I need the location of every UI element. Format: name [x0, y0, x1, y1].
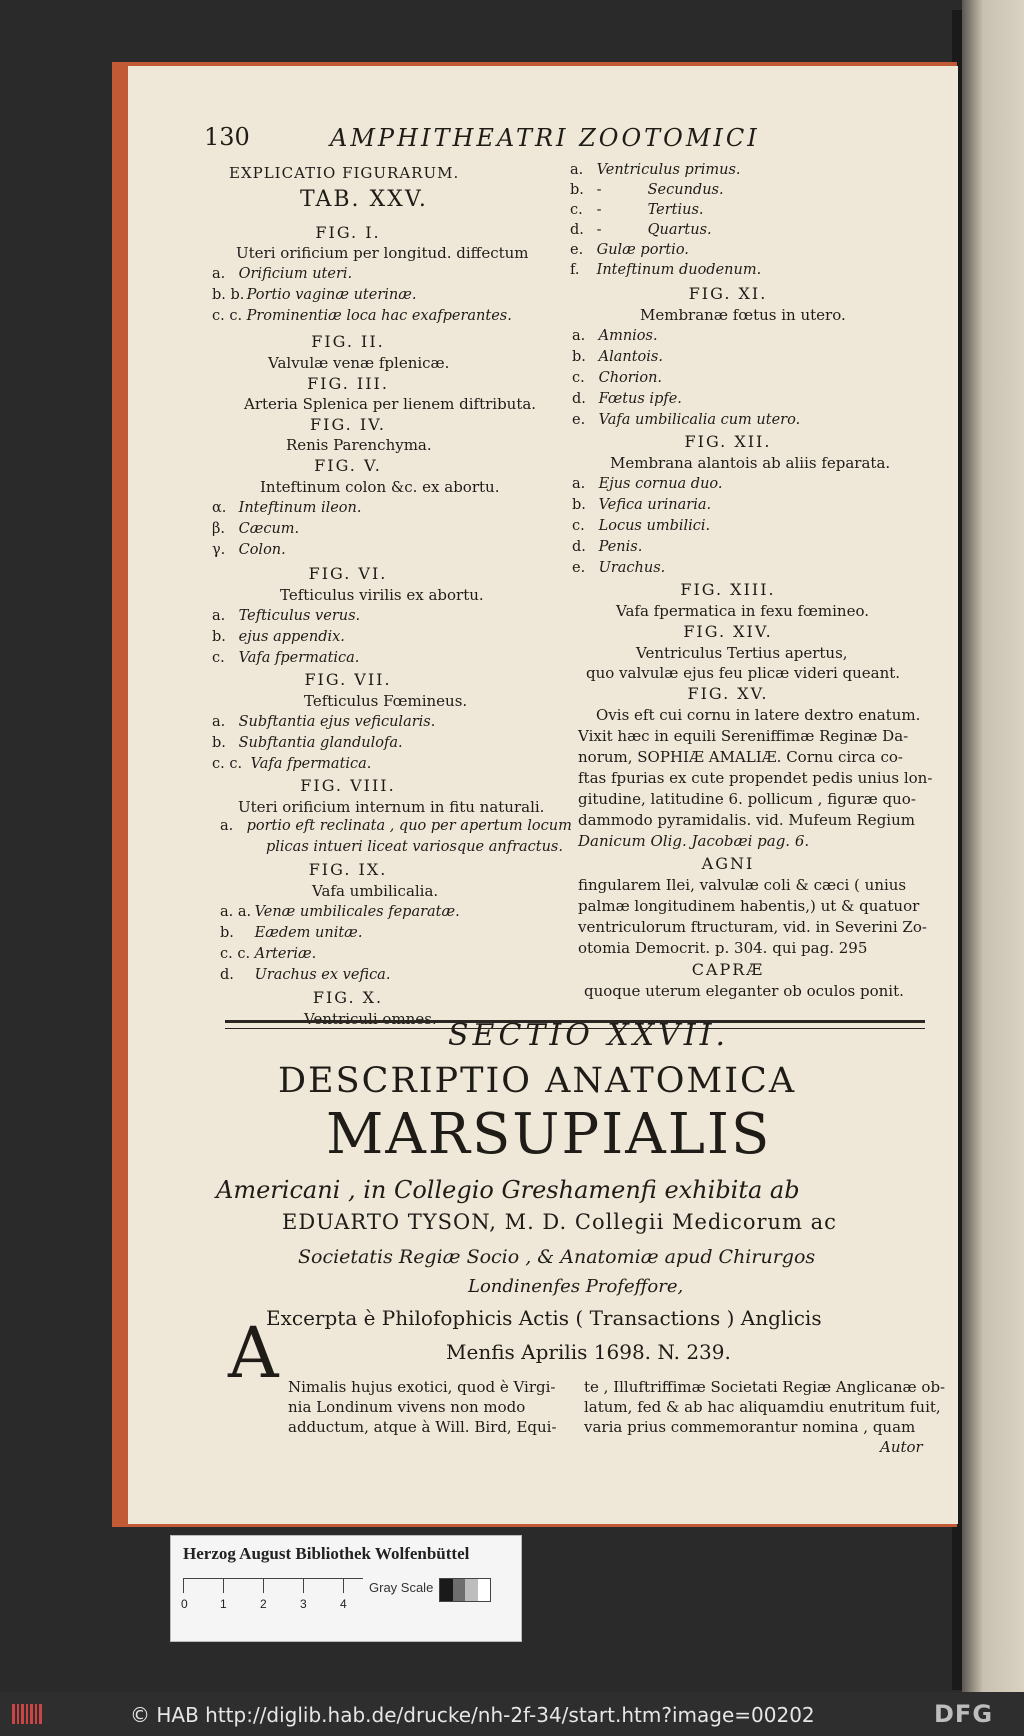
- legend-item: a. Amnios.: [572, 328, 658, 344]
- legend-item: c. Chorion.: [572, 370, 663, 386]
- caprae-heading: CAPRÆ: [691, 960, 765, 979]
- scan-reference-card: [170, 1535, 522, 1642]
- ruler-number: 0: [181, 1597, 188, 1611]
- explicatio-heading: EXPLICATIO FIGURARUM.: [229, 164, 460, 182]
- drop-cap: A: [228, 1312, 279, 1394]
- fig-caption: Vafa umbilicalia.: [312, 882, 439, 900]
- book-page: [128, 66, 958, 1524]
- body-text-line: varia prius commemorantur nomina , quam: [584, 1418, 916, 1436]
- legend-item: a. Orificium uteri.: [212, 266, 353, 282]
- fig15-line: Vixit hæc in equili Sereniffimæ Reginæ Da-: [578, 727, 909, 745]
- section-subtitle: Menfis Aprilis 1698. N. 239.: [446, 1340, 731, 1364]
- scale-ruler: [183, 1578, 363, 1609]
- catchword: Autor: [880, 1438, 923, 1456]
- section-rule: [225, 1020, 925, 1023]
- legend-item: c. c. Prominentiæ loca hac exafperantes.: [212, 308, 512, 324]
- fig-caption: Inteftinum colon &c. ex abortu.: [260, 478, 500, 496]
- legend-item: f. Inteftinum duodenum.: [570, 262, 762, 278]
- fig-caption: Ventriculus Tertius apertus,: [636, 644, 848, 662]
- ruler-number: 1: [220, 1597, 227, 1611]
- fig-title: FIG. XIV.: [683, 622, 773, 641]
- fig-title: FIG. VIII.: [300, 776, 396, 795]
- fig-title: FIG. III.: [307, 374, 389, 393]
- legend-item: c. Locus umbilici.: [572, 518, 711, 534]
- legend-item: c. c. Vafa fpermatica.: [212, 756, 372, 772]
- running-title: AMPHITHEATRI ZOOTOMICI: [330, 124, 760, 152]
- fig-title: FIG. XV.: [687, 684, 769, 703]
- legend-item: e. Gulæ portio.: [570, 242, 689, 258]
- fig-caption: Tefticulus virilis ex abortu.: [280, 586, 484, 604]
- fig-title: FIG. VI.: [308, 564, 388, 583]
- agni-line: otomia Democrit. p. 304. qui pag. 295: [578, 939, 868, 957]
- barcode-icon: [10, 1700, 46, 1728]
- fig-title: FIG. IV.: [310, 415, 386, 434]
- section-subtitle: Excerpta è Philofophicis Actis ( Transactions ) Anglicis: [266, 1306, 822, 1330]
- legend-item: β. Cæcum.: [212, 521, 300, 537]
- legend-item: b. Vefica urinaria.: [572, 497, 712, 513]
- fig-title: FIG. VII.: [304, 670, 392, 689]
- legend-item: c. c. Arteriæ.: [220, 946, 317, 962]
- fig-caption: Valvulæ venæ fplenicæ.: [268, 354, 450, 372]
- footer-bar: [0, 1692, 1024, 1736]
- section-subtitle: Londinenfes Profeffore,: [468, 1276, 684, 1297]
- fig-title: FIG. I.: [315, 223, 381, 242]
- fig-caption: Tefticulus Fœmineus.: [304, 692, 468, 710]
- section-subtitle: EDUARTO TYSON, M. D. Collegii Medicorum ac: [282, 1210, 837, 1234]
- section-title-line1: DESCRIPTIO ANATOMICA: [278, 1061, 797, 1101]
- legend-item: b. Eædem unitæ.: [220, 925, 363, 941]
- legend-item: a. Tefticulus verus.: [212, 608, 361, 624]
- legend-item: e. Vafa umbilicalia cum utero.: [572, 412, 801, 428]
- fig-caption: Membrana alantois ab aliis feparata.: [610, 454, 891, 472]
- fig15-line: dammodo pyramidalis. vid. Mufeum Regium: [578, 811, 915, 829]
- legend-item: d. Urachus ex vefica.: [220, 967, 391, 983]
- section-rule-thin: [225, 1028, 925, 1029]
- body-text-line: te , Illuftriffimæ Societati Regiæ Anglicanæ ob-: [584, 1378, 946, 1396]
- caprae-line: quoque uterum eleganter ob oculos ponit.: [584, 982, 904, 1000]
- fig-caption: Ventriculi omnes.: [304, 1010, 437, 1028]
- fig15-line: norum, SOPHIÆ AMALIÆ. Cornu circa co-: [578, 748, 903, 766]
- legend-item: b. Alantois.: [572, 349, 663, 365]
- gray-scale-label: Gray Scale: [369, 1580, 434, 1595]
- dfg-logo: DFG: [934, 1700, 994, 1728]
- legend-item: d. Fœtus ipfe.: [572, 391, 682, 407]
- gray-scale-swatches: [439, 1578, 491, 1602]
- fig-title: FIG. IX.: [308, 860, 388, 879]
- section-subtitle: Americani , in Collegio Greshamenfi exhibita ab: [216, 1176, 800, 1204]
- legend-item: γ. Colon.: [212, 542, 286, 558]
- legend-item: a. a. Venæ umbilicales feparatæ.: [220, 904, 460, 920]
- tab-heading: TAB. XXV.: [300, 187, 428, 212]
- fig15-line: ftas fpurias ex cute propendet pedis unius lon-: [578, 769, 933, 787]
- body-text-line: nia Londinum vivens non modo: [288, 1398, 526, 1416]
- page-number: 130: [204, 123, 250, 151]
- legend-item: α. Inteftinum ileon.: [212, 500, 362, 516]
- body-text-line: latum, fed & ab hac aliquamdiu enutritum fuit,: [584, 1398, 941, 1416]
- fig-caption: Uteri orificium internum in fitu naturali.: [238, 798, 545, 816]
- body-text-line: adductum, atque à Will. Bird, Equi-: [288, 1418, 557, 1436]
- legend-item: a. Subftantia ejus veficularis.: [212, 714, 436, 730]
- fig15-line: Ovis eft cui cornu in latere dextro enatum.: [596, 706, 921, 724]
- fig-caption: Renis Parenchyma.: [286, 436, 432, 454]
- legend-item: b. - Secundus.: [570, 182, 724, 198]
- agni-line: ventriculorum ftructuram, vid. in Severini Zo-: [578, 918, 927, 936]
- fig-caption: Vafa fpermatica in fexu fœmineo.: [616, 602, 869, 620]
- fig-title: FIG. XI.: [688, 284, 768, 303]
- legend-item: a. portio eft reclinata , quo per apertum locum: [220, 818, 572, 834]
- legend-item: c. Vafa fpermatica.: [212, 650, 360, 666]
- legend-item: b. ejus appendix.: [212, 629, 345, 645]
- section-heading: SECTIO XXVII.: [448, 1018, 730, 1053]
- fig15-line: gitudine, latitudine 6. pollicum , figuræ quo-: [578, 790, 916, 808]
- legend-item: b. b. Portio vaginæ uterinæ.: [212, 287, 417, 303]
- fig-caption: Membranæ fœtus in utero.: [640, 306, 846, 324]
- ruler-number: 4: [340, 1597, 347, 1611]
- fig-title: FIG. X.: [312, 988, 384, 1007]
- ruler-number: 3: [300, 1597, 307, 1611]
- copyright-url[interactable]: © HAB http://diglib.hab.de/drucke/nh-2f-34/start.htm?image=00202: [130, 1703, 815, 1727]
- agni-heading: AGNI: [701, 854, 755, 873]
- legend-item: a. Ejus cornua duo.: [572, 476, 723, 492]
- fig-title: FIG. V.: [314, 456, 382, 475]
- agni-line: palmæ longitudinem habentis,) ut & quatuor: [578, 897, 920, 915]
- section-subtitle: Societatis Regiæ Socio , & Anatomiæ apud Chirurgos: [298, 1246, 816, 1268]
- legend-item: e. Urachus.: [572, 560, 666, 576]
- fig-caption: quo valvulæ ejus feu plicæ videri queant.: [586, 664, 901, 682]
- fig15-line: Danicum Olig. Jacobæi pag. 6.: [578, 832, 810, 850]
- legend-item: b. Subftantia glandulofa.: [212, 735, 403, 751]
- legend-item: d. Penis.: [572, 539, 643, 555]
- legend-item: c. - Tertius.: [570, 202, 704, 218]
- fig-title: FIG. XII.: [684, 432, 772, 451]
- library-name: Herzog August Bibliothek Wolfenbüttel: [183, 1544, 470, 1563]
- section-title-line2: MARSUPIALIS: [326, 1102, 772, 1167]
- fig-caption: Uteri orificium per longitud. diffectum: [236, 244, 529, 262]
- agni-line: fingularem Ilei, valvulæ coli & cæci ( unius: [578, 876, 907, 894]
- body-text-line: Nimalis hujus exotici, quod è Virgi-: [288, 1378, 556, 1396]
- facing-page-edge: [962, 0, 1024, 1692]
- fig-title: FIG. II.: [311, 332, 385, 351]
- legend-item-continuation: plicas intueri liceat variosque anfractus.: [266, 839, 563, 855]
- legend-item: a. Ventriculus primus.: [570, 162, 741, 178]
- legend-item: d. - Quartus.: [570, 222, 712, 238]
- fig-title: FIG. XIII.: [680, 580, 776, 599]
- ruler-number: 2: [260, 1597, 267, 1611]
- fig-caption: Arteria Splenica per lienem diftributa.: [244, 395, 537, 413]
